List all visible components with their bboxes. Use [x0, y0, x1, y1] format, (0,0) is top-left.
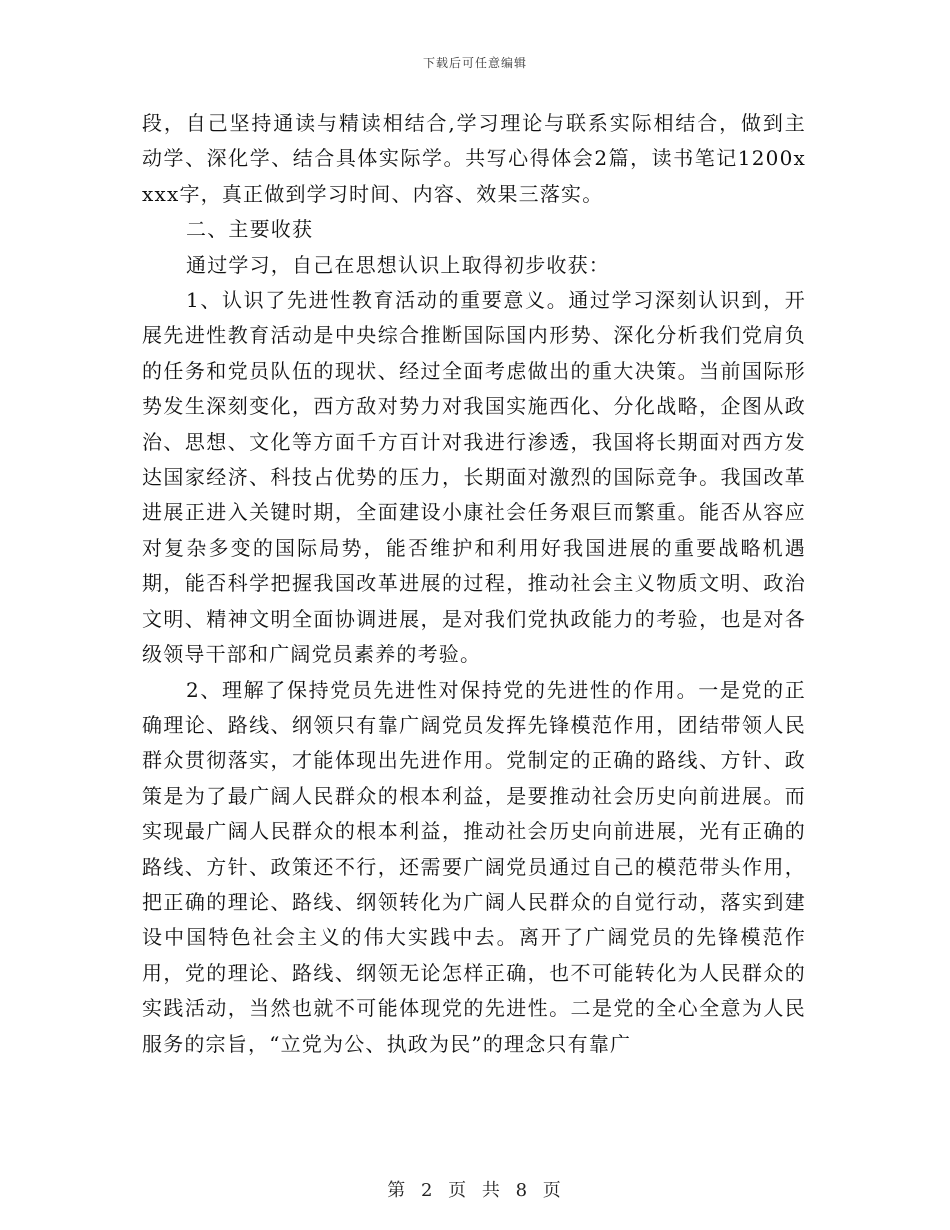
- paragraph-continuation: 段，自己坚持通读与精读相结合,学习理论与联系实际相结合，做到主动学、深化学、结合具体实际学。共写心得体会2篇，读书笔记1200xxxx字，真正做到学习时间、内容、效果三落实。: [142, 111, 806, 206]
- paragraph-intro: 通过学习，自己在思想认识上取得初步收获：: [186, 252, 610, 277]
- section-heading-main-gains: 二、主要收获: [186, 217, 314, 242]
- paragraph-point-1: 1、认识了先进性教育活动的重要意义。通过学习深刻认识到，开展先进性教育活动是中央综合推断国际国内形势、深化分析我们党肩负的任务和党员队伍的现状、经过全面考虑做出的重大决策。当前国际形势发生深刻变化，西方敌对势力对我国实施西化、分化战略，企图从政治、思想、文化等方面千方百计对我进行渗透，我国将长期面对西方发达国家经济、科技占优势的压力，长期面对激烈的国际竞争。我国改革进展正进入关键时期，全面建设小康社会任务艰巨而繁重。能否从容应对复杂多变的国际局势，能否维护和利用好我国进展的重要战略机遇期，能否科学把握我国改革进展的过程，推动社会主义物质文明、政治文明、精神文明全面协调进展，是对我们党执政能力的考验，也是对各级领导干部和广阔党员素养的考验。: [142, 288, 806, 667]
- page-number-footer: 第 2 页 共 8 页: [387, 1180, 563, 1201]
- paragraph-point-2: 2、理解了保持党员先进性对保持党的先进性的作用。一是党的正确理论、路线、纲领只有靠广阔党员发挥先锋模范作用，团结带领人民群众贯彻落实，才能体现出先进作用。党制定的正确的路线、方针、政策是为了最广阔人民群众的根本利益，是要推动社会历史向前进展。而实现最广阔人民群众的根本利益，推动社会历史向前进展，光有正确的路线、方针、政策还不行，还需要广阔党员通过自己的模范带头作用，把正确的理论、路线、纲领转化为广阔人民群众的自觉行动，落实到建设中国特色社会主义的伟大实践中去。离开了广阔党员的先锋模范作用，党的理论、路线、纲领无论怎样正确，也不可能转化为人民群众的实践活动，当然也就不可能体现党的先进性。二是党的全心全意为人民服务的宗旨，“立党为公、执政为民”的理念只有靠广: [142, 677, 806, 1056]
- page-header: 下载后可任意编辑: [422, 56, 527, 70]
- document-body: [142, 106, 806, 1062]
